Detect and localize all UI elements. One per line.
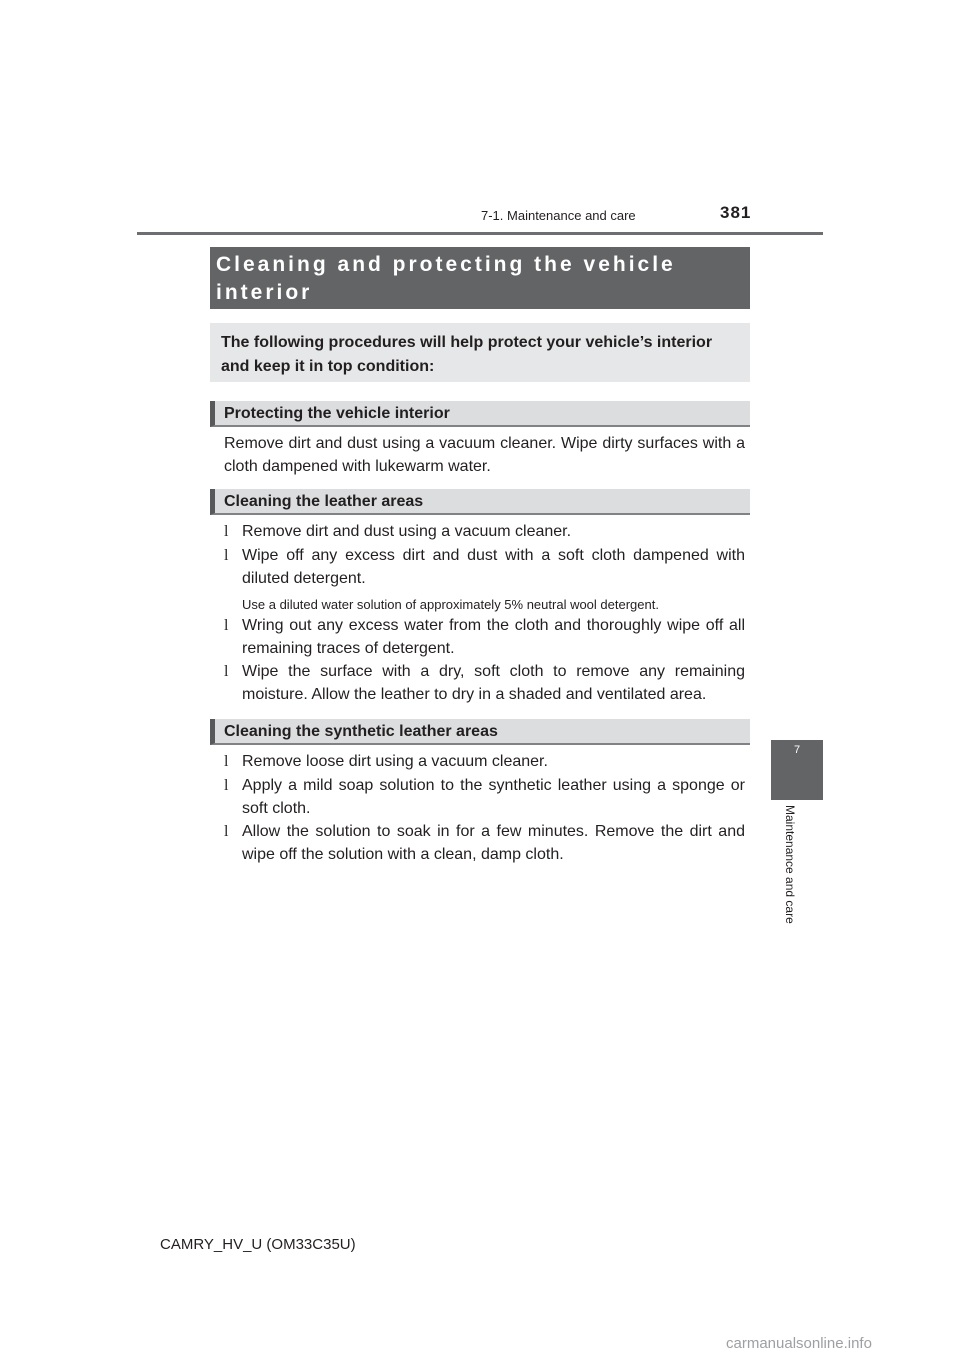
list-item-text: Remove loose dirt using a vacuum cleaner. (242, 753, 548, 770)
detergent-note: Use a diluted water solution of approximately 5% neutral wool detergent. (242, 597, 659, 612)
section-breadcrumb: 7-1. Maintenance and care (481, 208, 636, 223)
chapter-label: Maintenance and care (783, 805, 797, 924)
bullet-icon: l (224, 663, 229, 680)
list-item (224, 820, 745, 866)
intro-box (210, 323, 750, 382)
list-item-text: Apply a mild soap solution to the synthetic leather using a sponge or soft cloth. (242, 777, 745, 817)
list-item-text: Wipe the surface with a dry, soft cloth to remove any remaining moisture. Allow the leather to dry in a shaded and ventilated area. (242, 663, 745, 703)
list-item (224, 660, 745, 706)
list-item-text: Remove dirt and dust using a vacuum cleaner. (242, 523, 572, 540)
subheading-leather-areas: Cleaning the leather areas (210, 489, 750, 515)
manual-code: CAMRY_HV_U (OM33C35U) (160, 1236, 356, 1253)
list-item (224, 750, 745, 773)
list-item-text: Allow the solution to soak in for a few minutes. Remove the dirt and wipe off the solution with a clean, damp cloth. (242, 823, 745, 863)
paragraph-protecting-interior: Remove dirt and dust using a vacuum cleaner. Wipe dirty surfaces with a cloth dampened with lukewarm water. (224, 435, 745, 475)
header-divider (137, 232, 823, 235)
list-item-text: Wipe off any excess dirt and dust with a soft cloth dampened with diluted detergent. (242, 547, 745, 587)
list-item (224, 774, 745, 820)
intro-line-1: The following procedures will help protect your vehicle’s interior (221, 334, 713, 351)
list-item (224, 520, 745, 543)
intro-line-2: and keep it in top condition: (221, 358, 435, 375)
subheading-protecting-interior: Protecting the vehicle interior (210, 401, 750, 427)
page-title-line-1: Cleaning and protecting the vehicle (216, 253, 676, 276)
page-title-box (210, 247, 750, 309)
bullet-icon: l (224, 547, 229, 564)
bullet-icon: l (224, 523, 229, 540)
page-number: 381 (720, 203, 752, 222)
subheading-synthetic-leather: Cleaning the synthetic leather areas (210, 719, 750, 745)
list-item (224, 614, 745, 660)
page-title-line-2: interior (216, 281, 313, 304)
watermark: carmanualsonline.info (726, 1335, 872, 1352)
bullet-icon: l (224, 823, 229, 840)
list-item-text: Wring out any excess water from the cloth and thoroughly wipe off all remaining traces of detergent. (242, 617, 745, 657)
bullet-icon: l (224, 617, 229, 634)
bullet-icon: l (224, 777, 229, 794)
bullet-icon: l (224, 753, 229, 770)
list-item (224, 544, 745, 590)
chapter-tab: 7 (771, 740, 823, 800)
